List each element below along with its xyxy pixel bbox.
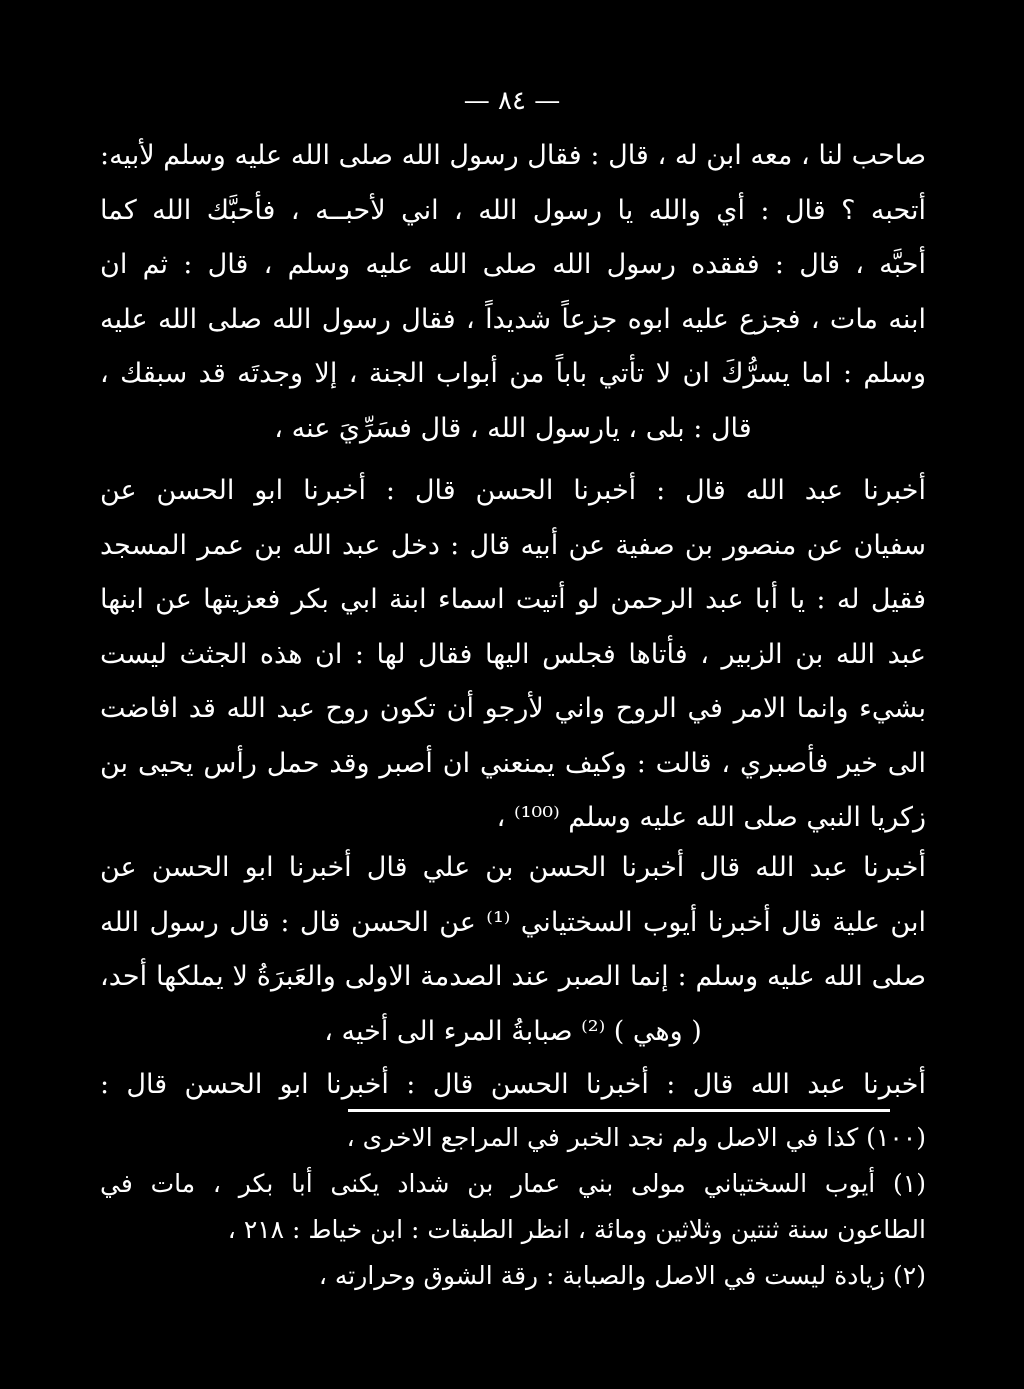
paragraph-2 [100, 464, 926, 846]
paragraph-3 [100, 841, 926, 1059]
text-line: صلى الله عليه وسلم : إنما الصبر عند الصدمة الاولى والعَبرَةُ لا يملكها أحد، [100, 961, 926, 992]
text-line: وسلم : اما يسرُّكَ ان لا تأتي باباً من أبواب الجنة ، إلا وجدتَه قد سبقك ، [100, 358, 926, 389]
text-line: قال : بلى ، يارسول الله ، قال فسَرِّيَ عنه ، [274, 412, 752, 444]
text-line: صاحب لنا ، معه ابن له ، قال : فقال رسول الله صلى الله عليه وسلم لأبيه: [100, 140, 926, 171]
footnote-line: (١٠٠) كذا في الاصل ولم نجد الخبر في المراجع الاخرى ، [346, 1123, 926, 1152]
footnote-line: الطاعون سنة ثنتين وثلاثين ومائة ، انظر الطبقات : ابن خياط : ٢١٨ ، [227, 1215, 926, 1244]
text-line: الى خير فأصبري ، قالت : وكيف يمنعني ان أصبر وقد حمل رأس يحيى بن [100, 747, 926, 779]
text-line: سفيان عن منصور بن صفية عن أبيه قال : دخل عبد الله بن عمر المسجد [100, 529, 926, 561]
text-line: زكريا النبي صلى الله عليه وسلم ⁽¹⁰⁰⁾ ، [496, 802, 926, 833]
text-line: ( وهي ) ⁽²⁾ صبابةُ المرء الى أخيه ، [324, 1015, 702, 1047]
footnote-line: (١) أيوب السختياني مولى بني عمار بن شداد يكنى أبا بكر ، مات في [100, 1169, 926, 1198]
page-number: — ٨٤ — [463, 86, 561, 116]
text-line: أخبرنا عبد الله قال : أخبرنا الحسن قال : أخبرنا ابو الحسن عن [100, 475, 926, 506]
paragraph-1 [100, 129, 926, 456]
text-line: عبد الله بن الزبير ، فأتاها فجلس اليها فقال لها : ان هذه الجثث ليست [100, 638, 926, 670]
paragraph-4 [100, 1058, 926, 1113]
text-line: أحبَّه ، قال : ففقده رسول الله صلى الله عليه وسلم ، قال : ثم ان [100, 249, 926, 280]
footnote-separator [348, 1109, 890, 1112]
text-line: فقيل له : يا أبا عبد الرحمن لو أتيت اسماء ابنة ابي بكر فعزيتها عن ابنها [100, 584, 926, 615]
text-line: ابن علية قال أخبرنا أيوب السختياني ⁽¹⁾ عن الحسن قال : قال رسول الله [100, 906, 926, 938]
text-line: أخبرنا عبد الله قال أخبرنا الحسن بن علي قال أخبرنا ابو الحسن عن [100, 852, 926, 883]
text-line: أخبرنا عبد الله قال : أخبرنا الحسن قال : أخبرنا ابو الحسن قال : [100, 1069, 926, 1100]
footnotes [100, 1115, 926, 1299]
footnote-line: (٢) زيادة ليست في الاصل والصبابة : رقة الشوق وحرارته ، [318, 1261, 926, 1290]
text-line: بشيء وانما الامر في الروح واني لأرجو أن تكون روح عبد الله قد افاضت [100, 693, 926, 724]
text-line: أتحبه ؟ قال : أي والله يا رسول الله ، اني لأحبــه ، فأحبَّك الله كما [100, 194, 926, 226]
text-line: ابنه مات ، فجزع عليه ابوه جزعاً شديداً ، فقال رسول الله صلى الله عليه [100, 303, 926, 335]
